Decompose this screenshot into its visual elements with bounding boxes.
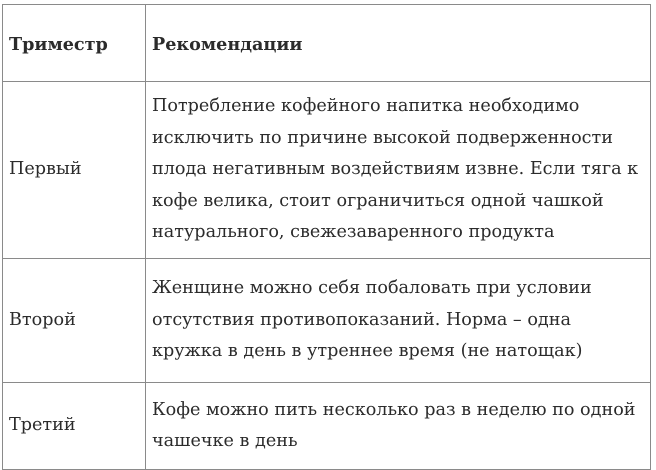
recommendation-cell: Кофе можно пить несколько раз в неделю по одной чашечке в день [146, 383, 651, 470]
table-row [3, 383, 651, 470]
trimester-recommendations-table [2, 4, 651, 470]
trimester-cell: Третий [3, 383, 146, 470]
table-row [3, 82, 651, 259]
trimester-cell: Второй [3, 259, 146, 383]
recommendation-cell: Потребление кофейного напитка необходимо исключить по причине высокой подверженности плода негативным воздействиям извне. Если тяга к кофе велика, стоит ограничиться одной чашкой натурального, свежезаваренного продукта [146, 82, 651, 259]
recommendation-cell: Женщине можно себя побаловать при условии отсутствия противопоказаний. Норма – одна кружка в день в утреннее время (не натощак) [146, 259, 651, 383]
table-header-row [3, 5, 651, 82]
header-trimester: Триместр [3, 5, 146, 82]
trimester-cell: Первый [3, 82, 146, 259]
table-row [3, 259, 651, 383]
header-recommendations: Рекомендации [146, 5, 651, 82]
